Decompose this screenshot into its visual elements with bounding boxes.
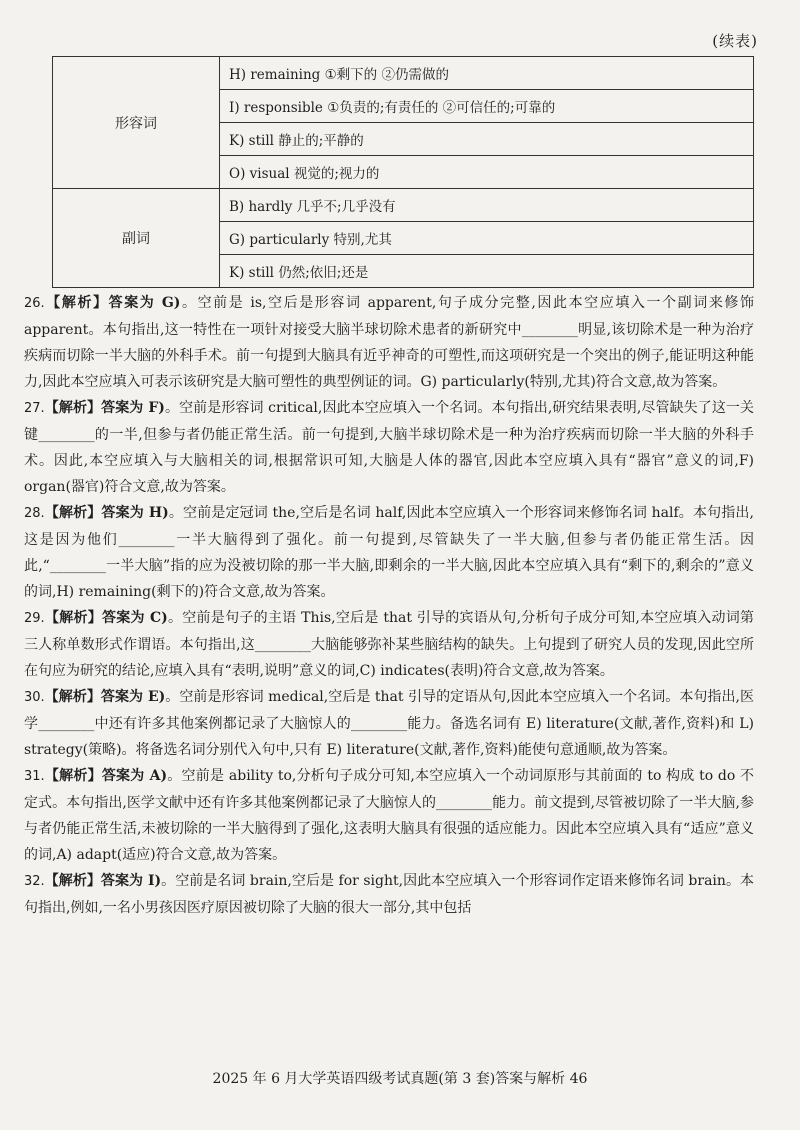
- word-entry: I) responsible ①负责的;有责任的 ②可信任的;可靠的: [220, 90, 754, 123]
- answer-item: [24, 500, 754, 605]
- table-row: [53, 189, 754, 222]
- answer-item: [24, 395, 754, 500]
- answer-label: 【解析】答案为 H): [44, 505, 169, 521]
- vocabulary-table: [52, 56, 754, 288]
- continued-label: (续表): [712, 32, 758, 50]
- answer-label: 【解析】答案为 G): [44, 295, 181, 311]
- explanation-text: 。空前是定冠词 the,空后是名词 half,因此本空应填入一个形容词来修饰名词 half。本句指出,这是因为他们________一半大脑得到了强化。前一句提到,尽管缺失了一半大脑,但参与者仍能正常生活。因此,“________一半大脑”指的应为没被切除的那一半大脑,即剩余的一半大脑,因此本空应填入具有“剩下的,剩余的”意义的词,H) remaining(剩下的)符合文意,故为答案。: [24, 505, 754, 600]
- word-entry: H) remaining ①剩下的 ②仍需做的: [220, 57, 754, 90]
- explanation-text: 。空前是形容词 critical,因此本空应填入一个名词。本句指出,研究结果表明,尽管缺失了这一关键________的一半,但参与者仍能正常生活。前一句提到,大脑半球切除术是一种为治疗疾病而切除一半大脑的外科手术。因此,本空应填入与大脑相关的词,根据常识可知,大脑是人体的器官,因此本空应填入具有“器官”意义的词,F) organ(器官)符合文意,故为答案。: [24, 400, 755, 495]
- table-row: [53, 57, 754, 90]
- explanation-text: 。空前是 ability to,分析句子成分可知,本空应填入一个动词原形与其前面的 to 构成 to do 不定式。本句指出,医学文献中还有许多其他案例都记录了大脑惊人的________能力。前文提到,尽管被切除了一半大脑,参与者仍能正常生活,未被切除的一半大脑得到了强化,这表明大脑具有很强的适应能力。因此本空应填入具有“适应”意义的词,A) adapt(适应)符合文意,故为答案。: [24, 768, 754, 863]
- answer-label: 【解析】答案为 E): [44, 689, 166, 705]
- question-number: 31.: [24, 769, 45, 784]
- word-entry: B) hardly 几乎不;几乎没有: [220, 189, 754, 222]
- word-entry: K) still 静止的;平静的: [220, 123, 754, 156]
- page-footer: 2025 年 6 月大学英语四级考试真题(第 3 套)答案与解析 46: [212, 1071, 588, 1087]
- explanation-text: 。空前是名词 brain,空后是 for sight,因此本空应填入一个形容词作定语来修饰名词 brain。本句指出,例如,一名小男孩因医疗原因被切除了大脑的很大一部分,其中包括: [24, 873, 755, 916]
- answer-item: [24, 684, 754, 763]
- question-number: 29.: [24, 611, 45, 626]
- question-number: 28.: [24, 506, 45, 521]
- word-category: 副词: [53, 189, 220, 288]
- answer-item: [24, 605, 754, 684]
- answer-label: 【解析】答案为 A): [44, 768, 168, 784]
- explanation-text: 。空前是 is,空后是形容词 apparent,句子成分完整,因此本空应填入一个副词来修饰 apparent。本句指出,这一特性在一项针对接受大脑半球切除术患者的新研究中________明显,该切除术是一种为治疗疾病而切除一半大脑的外科手术。前一句提到大脑具有近乎神奇的可塑性,而这项研究是一个突出的例子,能证明这种能力,因此本空应填入可表示该研究是大脑可塑性的典型例证的词。G) particularly(特别,尤其)符合文意,故为答案。: [24, 295, 754, 390]
- word-entry: K) still 仍然;依旧;还是: [220, 255, 754, 288]
- answer-label: 【解析】答案为 I): [44, 873, 162, 889]
- answer-item: [24, 763, 754, 868]
- question-number: 30.: [24, 690, 45, 705]
- answer-item: [24, 868, 754, 921]
- word-entry: G) particularly 特别,尤其: [220, 222, 754, 255]
- answer-label: 【解析】答案为 F): [44, 400, 165, 416]
- word-entry: O) visual 视觉的;视力的: [220, 156, 754, 189]
- answer-item: [24, 290, 754, 395]
- question-number: 32.: [24, 874, 45, 889]
- question-number: 26.: [24, 296, 45, 311]
- answer-label: 【解析】答案为 C): [44, 610, 168, 626]
- question-number: 27.: [24, 401, 45, 416]
- answer-explanations: [24, 290, 754, 921]
- explanation-text: 。空前是形容词 medical,空后是 that 引导的定语从句,因此本空应填入一个名词。本句指出,医学________中还有许多其他案例都记录了大脑惊人的________能力。备选名词有 E) literature(文献,著作,资料)和 L) strategy(策略)。将备选名词分别代入句中,只有 E) literature(文献,著作,资料)能使句意通顺,故为答案。: [24, 689, 755, 758]
- explanation-text: 。空前是句子的主语 This,空后是 that 引导的宾语从句,分析句子成分可知,本空应填入动词第三人称单数形式作谓语。本句指出,这________大脑能够弥补某些脑结构的缺失。上句提到了研究人员的发现,因此空所在句应为研究的结论,应填入具有“表明,说明”意义的词,C) indicates(表明)符合文意,故为答案。: [24, 610, 754, 679]
- word-category: 形容词: [53, 57, 220, 189]
